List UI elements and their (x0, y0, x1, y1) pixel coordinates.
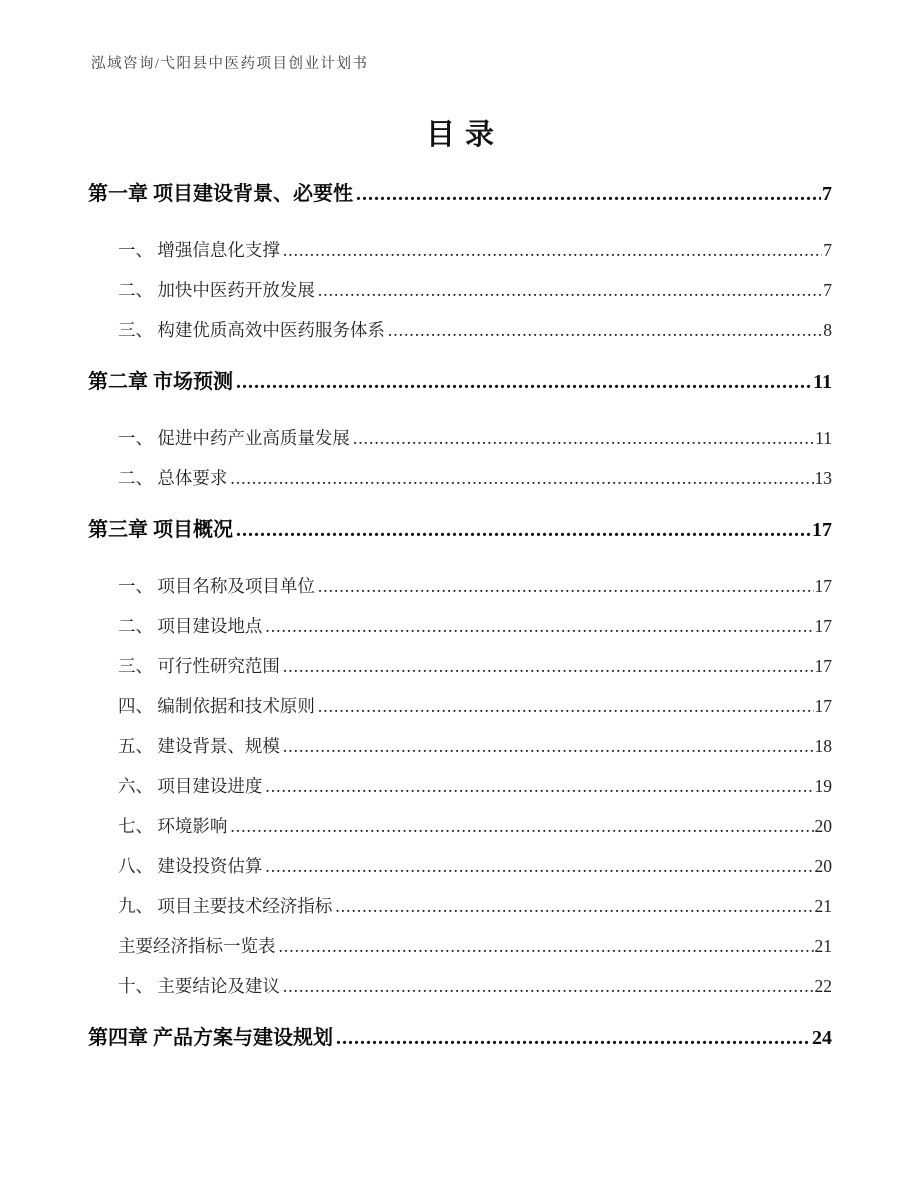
toc-entry-page: 20 (814, 856, 832, 876)
toc-entry-page: 11 (815, 428, 832, 448)
toc-item-entry[interactable] (118, 466, 832, 490)
toc-entry-label: 主要经济指标一览表 (118, 936, 276, 956)
toc-entry-page: 19 (814, 776, 832, 796)
toc-entry-label: 二、 加快中医药开放发展 (118, 280, 315, 300)
toc-entry-label: 一、 促进中药产业高质量发展 (118, 428, 350, 448)
toc-item-entry[interactable] (118, 574, 832, 598)
dot-leader (279, 934, 814, 958)
toc-item-entry[interactable] (118, 814, 832, 838)
dot-leader (230, 466, 813, 490)
toc-entry-page: 8 (823, 320, 832, 340)
toc-entry-label: 三、 构建优质高效中医药服务体系 (118, 320, 385, 340)
dot-leader (283, 974, 814, 998)
toc-entry-label: 六、 项目建设进度 (118, 776, 263, 796)
dot-leader (230, 814, 813, 838)
toc-entry-page: 17 (814, 656, 832, 676)
toc-entry-label: 第二章 市场预测 (88, 371, 233, 393)
toc-item-entry[interactable] (118, 734, 832, 758)
toc-chapter-entry[interactable] (88, 516, 832, 544)
toc-entry-label: 一、 增强信息化支撑 (118, 240, 280, 260)
toc-item-entry[interactable] (118, 238, 832, 262)
toc-entry-label: 五、 建设背景、规模 (118, 736, 280, 756)
toc-chapter-entry[interactable] (88, 368, 832, 396)
toc-entry-page: 22 (814, 976, 832, 996)
toc-entry-label: 第一章 项目建设背景、必要性 (88, 183, 353, 205)
toc-entry-label: 三、 可行性研究范围 (118, 656, 280, 676)
toc-item-entry[interactable] (118, 974, 832, 998)
toc-entry-page: 13 (814, 468, 832, 488)
dot-leader (318, 278, 822, 302)
dot-leader (236, 368, 812, 396)
toc-item-entry[interactable] (118, 318, 832, 342)
toc-entry-page: 24 (812, 1027, 832, 1049)
toc-entry-page: 11 (813, 371, 832, 393)
toc-item-entry[interactable] (118, 426, 832, 450)
toc-entry-label: 十、 主要结论及建议 (118, 976, 280, 996)
dot-leader (318, 574, 814, 598)
dot-leader (336, 1024, 811, 1052)
dot-leader (283, 734, 814, 758)
toc-item-entry[interactable] (118, 934, 832, 958)
dot-leader (265, 774, 813, 798)
toc-entry-label: 四、 编制依据和技术原则 (118, 696, 315, 716)
toc-entry-label: 第三章 项目概况 (88, 519, 233, 541)
toc-item-entry[interactable] (118, 774, 832, 798)
toc-item-entry[interactable] (118, 654, 832, 678)
toc-chapter-entry[interactable] (88, 1024, 832, 1052)
dot-leader (335, 894, 813, 918)
dot-leader (265, 614, 813, 638)
dot-leader (353, 426, 814, 450)
toc-entry-page: 17 (814, 696, 832, 716)
dot-leader (283, 238, 822, 262)
dot-leader (318, 694, 814, 718)
toc-item-entry[interactable] (118, 854, 832, 878)
document-header-text: 泓域咨询/弋阳县中医药项目创业计划书 (91, 56, 369, 72)
toc-entry-page: 18 (814, 736, 832, 756)
toc-entry-page: 17 (814, 616, 832, 636)
toc-entry-page: 7 (822, 183, 832, 205)
toc-entry-page: 7 (823, 280, 832, 300)
dot-leader (388, 318, 822, 342)
dot-leader (283, 654, 814, 678)
toc-entry-page: 17 (812, 519, 832, 541)
toc-entry-label: 二、 项目建设地点 (118, 616, 263, 636)
table-of-contents (88, 180, 832, 1052)
toc-entry-page: 17 (814, 576, 832, 596)
toc-item-entry[interactable] (118, 278, 832, 302)
toc-entry-label: 二、 总体要求 (118, 468, 228, 488)
dot-leader (265, 854, 813, 878)
toc-entry-page: 7 (823, 240, 832, 260)
toc-title: 目录 (425, 119, 504, 151)
toc-item-entry[interactable] (118, 694, 832, 718)
toc-entry-page: 21 (814, 936, 832, 956)
toc-entry-label: 九、 项目主要技术经济指标 (118, 896, 333, 916)
toc-entry-label: 八、 建设投资估算 (118, 856, 263, 876)
dot-leader (236, 516, 811, 544)
toc-entry-page: 20 (814, 816, 832, 836)
toc-entry-label: 第四章 产品方案与建设规划 (88, 1027, 333, 1049)
toc-entry-label: 一、 项目名称及项目单位 (118, 576, 315, 596)
toc-entry-label: 七、 环境影响 (118, 816, 228, 836)
toc-chapter-entry[interactable] (88, 180, 832, 208)
dot-leader (356, 180, 821, 208)
toc-item-entry[interactable] (118, 614, 832, 638)
toc-entry-page: 21 (814, 896, 832, 916)
toc-item-entry[interactable] (118, 894, 832, 918)
